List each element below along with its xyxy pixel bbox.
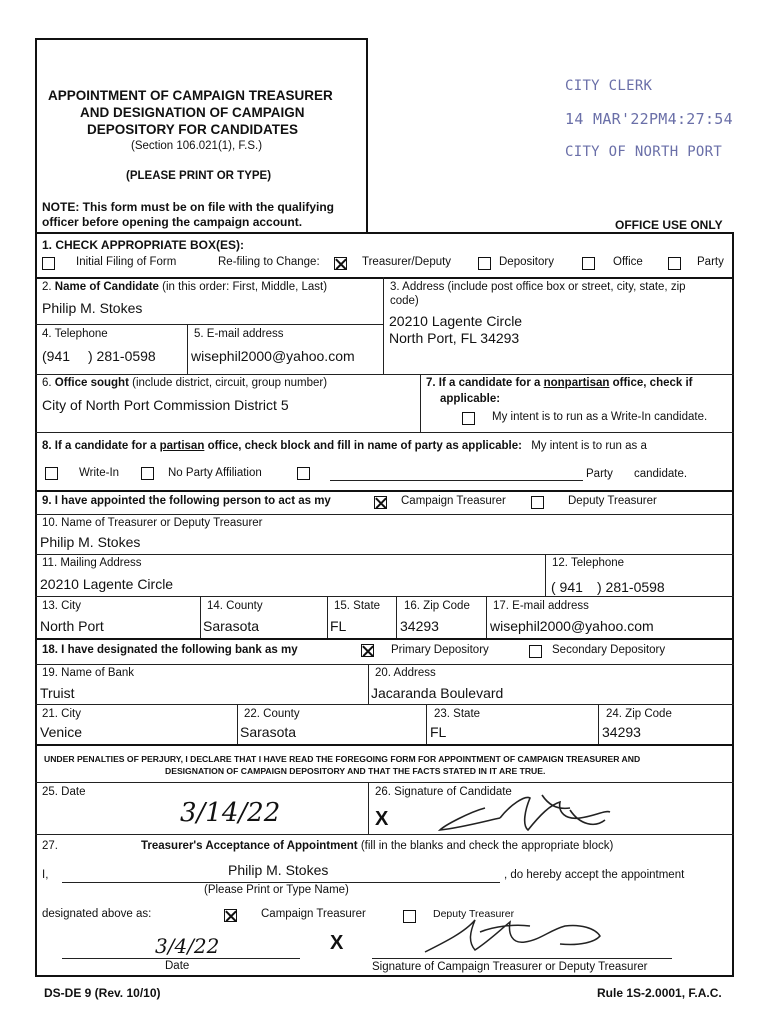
section4-label: 4. Telephone (42, 328, 108, 340)
divider (35, 554, 734, 555)
acceptance-i-label: I, (42, 869, 49, 881)
treasurer-state-field[interactable]: FL (330, 618, 347, 634)
bank-address-field[interactable]: Jacaranda Boulevard (371, 685, 504, 701)
divider (383, 277, 384, 374)
section7-label (426, 377, 693, 389)
nonpartisan-writein-label: My intent is to run as a Write-In candidate. (492, 411, 708, 423)
section19-label: 19. Name of Bank (42, 667, 135, 679)
campaign-treasurer-label: Campaign Treasurer (401, 495, 506, 507)
divider (35, 514, 734, 515)
treasurer-phone-area[interactable]: ( 941 (551, 579, 583, 595)
designated-label: designated above as: (42, 908, 152, 920)
section21-label: 21. City (42, 708, 81, 720)
divider (35, 490, 734, 492)
section11-label: 11. Mailing Address (42, 557, 142, 569)
section27-title (141, 840, 613, 852)
npa-checkbox[interactable] (141, 467, 154, 480)
section6-label (42, 377, 327, 389)
deputy-treasurer-label: Deputy Treasurer (568, 495, 657, 507)
section14-label: 14. County (207, 600, 263, 612)
perjury-line2: DESIGNATION OF CAMPAIGN DEPOSITORY AND THAT THE FACTS STATED IN IT ARE TRUE. (165, 766, 546, 776)
candidate-phone-area[interactable]: (941 (42, 348, 71, 364)
section8-label-u: partisan (159, 440, 205, 452)
note-line2: officer before opening the campaign account. (42, 215, 303, 229)
partisan-writein-label: Write-In (79, 467, 120, 479)
bank-name-field[interactable]: Truist (40, 685, 75, 701)
acceptance-deputy-treasurer-checkbox[interactable] (403, 910, 416, 923)
section7-label-a: 7. If a candidate for a (426, 377, 541, 389)
divider (35, 374, 734, 375)
treasurer-date-label: Date (165, 960, 190, 972)
section7-label-line2: applicable: (440, 393, 501, 405)
refiling-label: Re-filing to Change: (218, 256, 320, 268)
treasurer-deputy-label: Treasurer/Deputy (362, 256, 452, 268)
treasurer-signature (420, 912, 620, 958)
npa-label: No Party Affiliation (168, 467, 262, 479)
divider (368, 782, 369, 834)
divider (35, 596, 734, 597)
secondary-depository-label: Secondary Depository (552, 644, 666, 656)
depository-label: Depository (499, 256, 554, 268)
divider (35, 324, 383, 325)
office-checkbox[interactable] (582, 257, 595, 270)
section22-label: 22. County (244, 708, 300, 720)
clerk-stamp-line3: CITY OF NORTH PORT (565, 144, 723, 160)
treasurer-phone-number[interactable]: ) 281-0598 (597, 579, 665, 595)
form-body (35, 232, 734, 977)
rule-citation: Rule 1S-2.0001, F.A.C. (597, 986, 722, 1000)
section10-label: 10. Name of Treasurer or Deputy Treasurer (42, 517, 263, 529)
acceptance-deputy-treasurer-label: Deputy Treasurer (433, 908, 515, 920)
perjury-line1: UNDER PENALTIES OF PERJURY, I DECLARE THAT I HAVE READ THE FOREGOING FORM FOR APPOINTMENT OF CAMPAIGN TREASURER AND (44, 754, 641, 764)
deputy-treasurer-checkbox[interactable] (531, 496, 544, 509)
party-name-checkbox[interactable] (297, 467, 310, 480)
candidate-name-field[interactable]: Philip M. Stokes (42, 300, 143, 316)
candidate-phone-number[interactable]: ) 281-0598 (88, 348, 156, 364)
candidate-signature-x: X (375, 808, 389, 830)
divider (200, 596, 201, 638)
nonpartisan-writein-checkbox[interactable] (462, 412, 475, 425)
primary-depository-label: Primary Depository (391, 644, 489, 656)
form-statute: (Section 106.021(1), F.S.) (131, 140, 263, 152)
divider (35, 704, 734, 705)
secondary-depository-checkbox[interactable] (529, 645, 542, 658)
section12-label: 12. Telephone (552, 557, 625, 569)
campaign-treasurer-checkbox[interactable] (374, 496, 387, 509)
candidate-address-line2[interactable]: North Port, FL 34293 (389, 330, 520, 346)
note-line1: NOTE: This form must be on file with the qualifying (42, 200, 335, 214)
section1-label: 1. CHECK APPROPRIATE BOX(ES): (42, 238, 245, 252)
divider (35, 638, 734, 640)
section20-label: 20. Address (375, 667, 436, 679)
depository-checkbox[interactable] (478, 257, 491, 270)
section8-label-c: My intent is to run as a (531, 440, 647, 452)
divider (35, 834, 734, 835)
print-note: (PLEASE PRINT OR TYPE) (126, 170, 272, 182)
section27-title-bold: Treasurer's Acceptance of Appointment (141, 840, 358, 852)
treasurer-date-handwritten: 3/4/22 (155, 934, 220, 958)
bank-county-field[interactable]: Sarasota (240, 724, 297, 740)
acceptance-print-name: (Please Print or Type Name) (204, 884, 349, 896)
clerk-stamp-line1: CITY CLERK (565, 78, 653, 94)
clerk-stamp-line2: 14 MAR'22PM4:27:54 (565, 110, 733, 128)
section8-label-b: office, check block and fill in name of party as applicable: (207, 440, 522, 452)
treasurer-date-line (62, 958, 300, 959)
partisan-writein-checkbox[interactable] (45, 467, 58, 480)
section2-label (42, 281, 327, 293)
divider (187, 324, 188, 374)
divider (35, 277, 734, 279)
primary-depository-checkbox[interactable] (361, 644, 374, 657)
section16-label: 16. Zip Code (404, 600, 470, 612)
acceptance-name-line (62, 882, 500, 883)
party-label: Party (697, 256, 724, 268)
treasurer-city-field[interactable]: North Port (40, 618, 104, 634)
bank-city-field[interactable]: Venice (40, 724, 83, 740)
section7-label-b: office, check if (612, 377, 693, 389)
candidate-date-handwritten: 3/14/22 (180, 798, 281, 828)
section2-label-rest: (in this order: First, Middle, Last) (162, 281, 328, 293)
section27-title-rest: (fill in the blanks and check the appropriate block) (360, 840, 614, 852)
section17-label: 17. E-mail address (493, 600, 589, 612)
divider (598, 704, 599, 744)
section7-label-u: nonpartisan (543, 377, 610, 389)
section8-label (42, 440, 647, 452)
section9-label: 9. I have appointed the following person to act as my (42, 495, 331, 507)
section2-label-num: 2. (42, 281, 52, 293)
section3-label-line1: 3. Address (include post office box or street, city, state, zip (390, 281, 686, 293)
treasurer-address-field[interactable]: 20210 Lagente Circle (40, 576, 174, 592)
divider (420, 374, 421, 432)
acceptance-name-field[interactable]: Philip M. Stokes (228, 862, 329, 878)
form-id: DS-DE 9 (Rev. 10/10) (44, 986, 161, 1000)
divider (426, 704, 427, 744)
divider (486, 596, 487, 638)
section23-label: 23. State (434, 708, 481, 720)
section25-label: 25. Date (42, 786, 86, 798)
treasurer-deputy-checkbox[interactable] (334, 257, 347, 270)
section6-label-rest: (include district, circuit, group number) (132, 377, 328, 389)
section18-label: 18. I have designated the following bank as my (42, 644, 298, 656)
divider (396, 596, 397, 638)
treasurer-sig-label: Signature of Campaign Treasurer or Deputy Treasurer (372, 961, 648, 973)
bank-state-field[interactable]: FL (430, 724, 447, 740)
treasurer-signature-line (372, 958, 672, 959)
divider (35, 432, 734, 433)
initial-filing-checkbox[interactable] (42, 257, 55, 270)
section3-label-line2: code) (390, 295, 419, 307)
party-name-line (330, 480, 583, 481)
candidate-word: candidate. (634, 468, 688, 480)
acceptance-accept-text: , do hereby accept the appointment (504, 869, 685, 881)
divider (35, 782, 734, 783)
section15-label: 15. State (334, 600, 381, 612)
section2-label-bold: Name of Candidate (54, 281, 159, 293)
divider (35, 664, 734, 665)
section6-label-num: 6. (42, 377, 52, 389)
acceptance-campaign-treasurer-checkbox[interactable] (224, 909, 237, 922)
treasurer-email-field[interactable]: wisephil2000@yahoo.com (490, 618, 654, 634)
acceptance-campaign-treasurer-label: Campaign Treasurer (261, 908, 366, 920)
treasurer-zip-field[interactable]: 34293 (400, 618, 439, 634)
treasurer-county-field[interactable]: Sarasota (203, 618, 260, 634)
section24-label: 24. Zip Code (606, 708, 672, 720)
divider (35, 744, 734, 746)
form-title-line2: AND DESIGNATION OF CAMPAIGN (80, 105, 305, 120)
divider (327, 596, 328, 638)
candidate-signature (430, 790, 620, 835)
divider (237, 704, 238, 744)
section13-label: 13. City (42, 600, 81, 612)
divider (368, 664, 369, 704)
initial-filing-label: Initial Filing of Form (76, 256, 177, 268)
office-use-only: OFFICE USE ONLY (615, 218, 723, 232)
section6-label-bold: Office sought (54, 377, 129, 389)
treasurer-name-field[interactable]: Philip M. Stokes (40, 534, 141, 550)
candidate-address-line1[interactable]: 20210 Lagente Circle (389, 313, 523, 329)
form-title-line1: APPOINTMENT OF CAMPAIGN TREASURER (48, 88, 333, 103)
section5-label: 5. E-mail address (194, 328, 284, 340)
section26-label: 26. Signature of Candidate (375, 786, 512, 798)
office-label: Office (613, 256, 643, 268)
section8-label-a: 8. If a candidate for a (42, 440, 157, 452)
section27-num: 27. (42, 840, 58, 852)
treasurer-signature-x: X (330, 932, 344, 954)
candidate-email-field[interactable]: wisephil2000@yahoo.com (191, 348, 355, 364)
divider (545, 554, 546, 596)
party-checkbox[interactable] (668, 257, 681, 270)
bank-zip-field[interactable]: 34293 (602, 724, 641, 740)
form-title-line3: DEPOSITORY FOR CANDIDATES (87, 122, 299, 137)
office-sought-field[interactable]: City of North Port Commission District 5 (42, 397, 289, 413)
party-word: Party (586, 468, 613, 480)
